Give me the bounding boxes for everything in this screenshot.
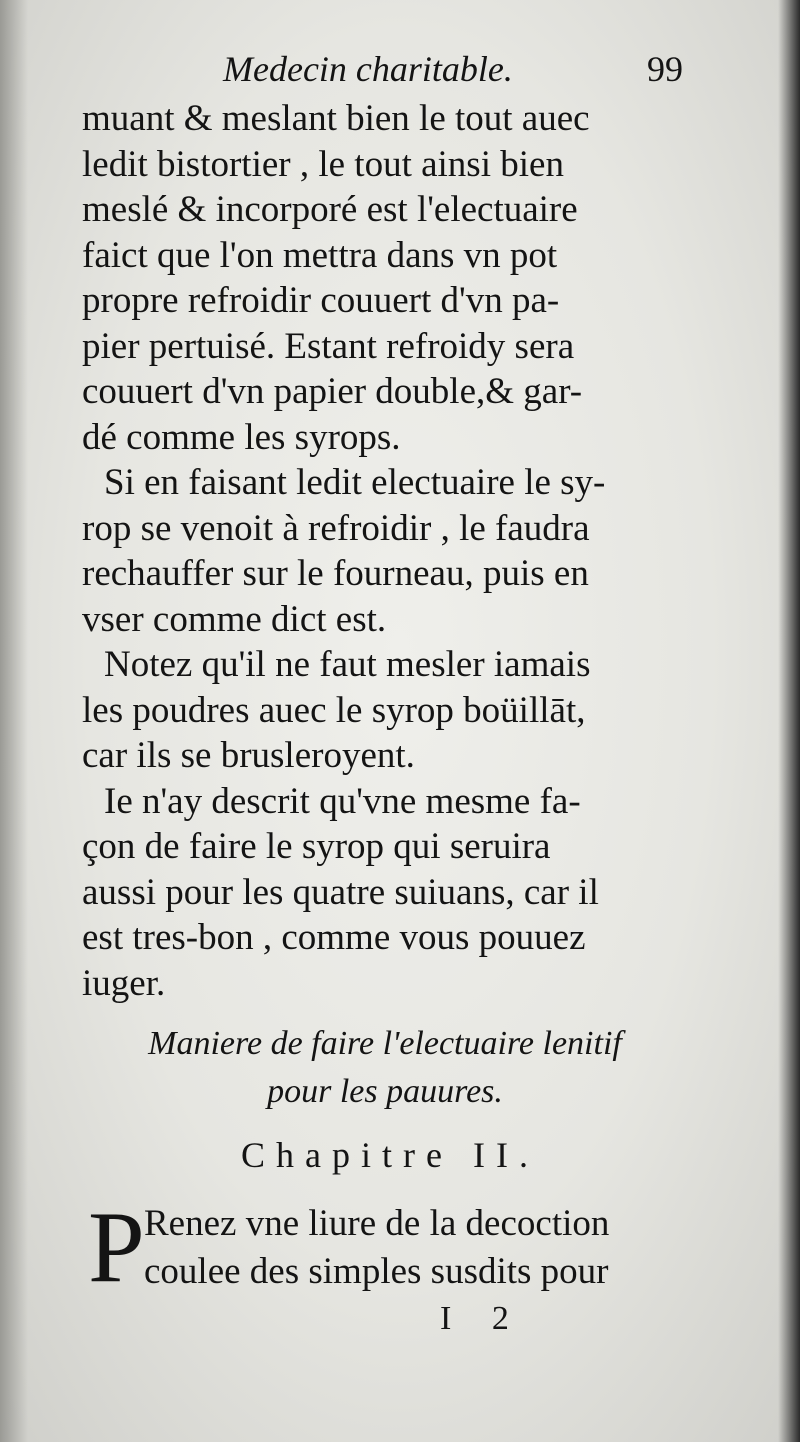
text-line: aussi pour les quatre suiuans, car il [82,871,599,913]
chapter-title: Chapitre II. [241,1135,539,1175]
text-line: rechauffer sur le fourneau, puis en [82,553,589,594]
text-line: Si en faisant ledit electuaire le sy- [104,462,606,503]
text-line: vser comme dict est. [82,598,387,640]
paragraph-2 [82,460,682,642]
text-line: pier pertuisé. Estant refroidy sera [82,325,575,367]
signature-mark: I 2 [440,1300,525,1337]
section-heading-line-1: Maniere de faire l'electuaire lenitif [148,1025,622,1062]
page-header [215,48,685,98]
text-line: est tres-bon , comme vous pouuez [82,917,586,958]
paragraph-4 [82,779,682,1007]
body-text [82,96,682,1006]
text-line: meslé & incorporé est l'electuaire [82,189,578,230]
text-line: muant & meslant bien le tout auec [82,98,590,139]
text-line: faict que l'on mettra dans vn pot [82,234,558,276]
text-line: car ils se brusleroyent. [82,735,415,776]
text-line: propre refroidir couuert d'vn pa- [82,280,560,321]
text-line: les poudres auec le syrop boüillāt, [82,689,586,731]
text-line: Renez vne liure de la decoction [144,1203,610,1244]
text-line: rop se venoit à refroidir , le faudra [82,507,590,549]
section-heading [70,1020,700,1116]
page-edge-shadow-right [778,0,800,1442]
text-line: iuger. [82,962,166,1004]
text-line: çon de faire le syrop qui seruira [82,826,551,867]
paragraph-3 [82,642,682,779]
text-line: Ie n'ay descrit qu'vne mesme fa- [104,780,581,822]
text-line: coulee des simples susdits pour [144,1251,609,1292]
text-line: dé comme les syrops. [82,416,401,458]
paragraph-1 [82,96,682,460]
page-number: 99 [647,49,683,89]
page-edge-shadow-left [0,0,28,1442]
text-line: couuert d'vn papier double,& gar- [82,371,583,412]
running-title: Medecin charitable. [223,49,513,89]
opening-text [144,1200,689,1296]
text-line: Notez qu'il ne faut mesler iamais [104,644,591,685]
drop-cap: P [88,1191,145,1304]
text-line: ledit bistortier , le tout ainsi bien [82,143,564,185]
section-heading-line-2: pour les pauures. [267,1073,503,1110]
